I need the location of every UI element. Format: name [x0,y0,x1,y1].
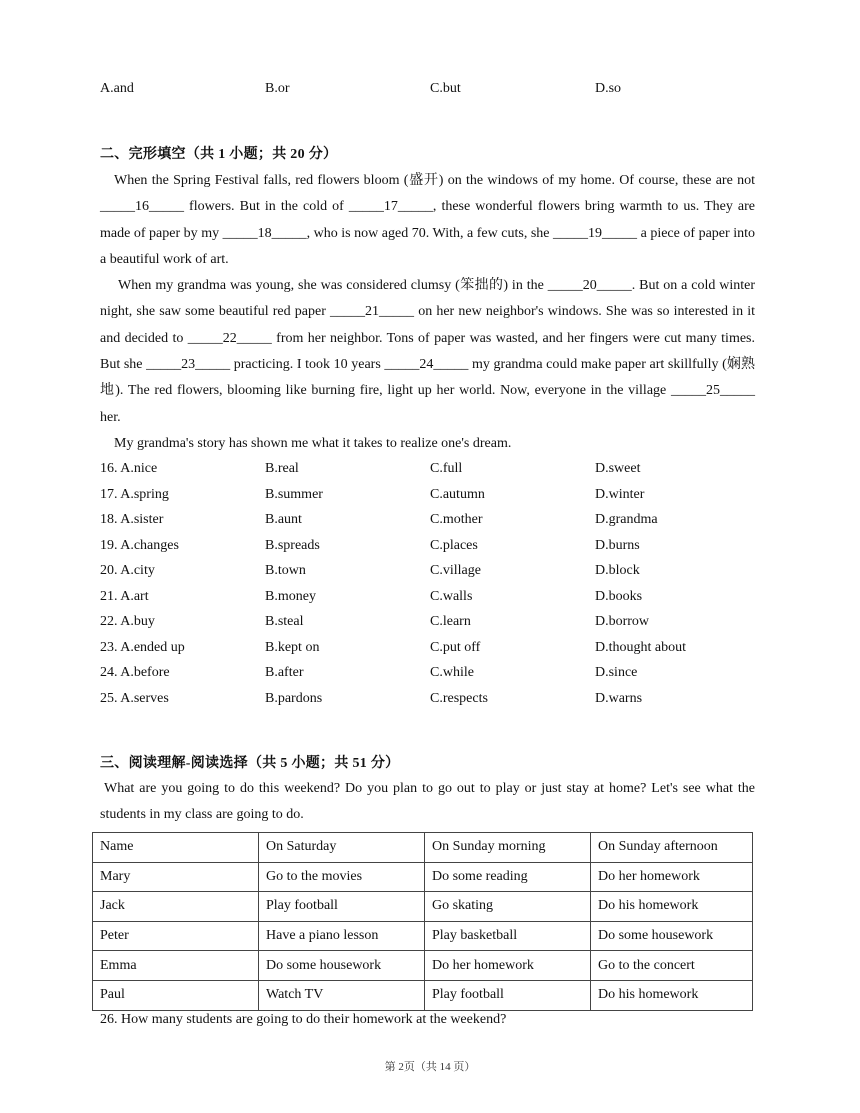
table-cell: Do her homework [425,951,591,981]
table-cell: Emma [93,951,259,981]
weekend-plan-table [92,832,753,1011]
option-row-20 [100,561,760,581]
option-b: B.kept on [265,639,320,655]
option-a: 17. A.spring [100,486,169,502]
option-b: B.pardons [265,690,323,706]
table-row [93,980,753,1010]
option-c: C.but [430,81,461,96]
table-cell: Go skating [425,892,591,922]
option-c: C.walls [430,588,473,604]
table-cell: On Sunday afternoon [591,833,753,863]
option-a: 22. A.buy [100,614,155,629]
table-cell: Do some reading [425,862,591,892]
table-cell: Paul [93,980,259,1010]
option-d: D.since [595,665,638,680]
option-d: D.so [595,81,622,96]
option-row-17 [100,485,760,505]
table-cell: Name [93,833,259,863]
table-cell: On Saturday [259,833,425,863]
table-cell: Go to the concert [591,951,753,981]
question-26: 26. How many students are going to do their homework at the weekend? [100,1012,507,1027]
option-d: D.block [595,563,640,578]
option-b: B.steal [265,614,304,629]
table-row [93,862,753,892]
option-c: C.respects [430,690,488,706]
section3-heading: 三、阅读理解-阅读选择（共 5 小题；共 51 分） [100,756,400,771]
table-cell: Do some housework [591,921,753,951]
table-row [93,921,753,951]
table-cell: Do his homework [591,980,753,1010]
table-cell: Play basketball [425,921,591,951]
option-b: B.aunt [265,512,302,527]
option-row-24 [100,663,760,683]
option-b: B.town [265,563,306,578]
option-c: C.village [430,563,481,578]
table-cell: Do his homework [591,892,753,922]
option-a: 19. A.changes [100,537,179,553]
option-d: D.grandma [595,512,658,527]
option-c: C.places [430,537,478,553]
table-cell: Do some housework [259,951,425,981]
option-d: D.winter [595,486,645,502]
option-a: 21. A.art [100,588,149,604]
table-row [93,951,753,981]
cloze-paragraph-1: When the Spring Festival falls, red flowers bloom (盛开) on the windows of my home. Of course, these are not _____16_____ flowers. But in the cold of _____17_____, these wonderful flowers bring warmth to us. They are made of paper by my _____18_____, who is now aged 70. With, a few cuts, she _____19_____ a piece of paper into a beautiful work of art. [100,173,755,267]
cloze-paragraph-2: When my grandma was young, she was considered clumsy (笨拙的) in the _____20_____. But on a cold winter night, she saw some beautiful red paper _____21_____ on her new neighbor's windows. She was so interested in it and decided to _____22_____ from her neighbor. Tons of paper was wasted, and her fingers were cut many times. But she _____23_____ practicing. I took 10 years _____24_____ my grandma could make paper art skillfully (娴熟地). The red flowers, blooming like burning fire, light up her world. Now, everyone in the village _____25_____ her. [100,278,755,425]
option-b: B.spreads [265,537,320,553]
option-d: D.warns [595,690,643,706]
reading-intro: What are you going to do this weekend? Do you plan to go out to play or just stay at home? Let's see what the students in my class are going to do. [100,781,755,823]
option-c: C.learn [430,614,471,629]
option-d: D.borrow [595,614,650,629]
option-b: B.after [265,665,304,680]
option-a: 16. A.nice [100,461,158,476]
option-d: D.burns [595,537,640,553]
table-cell: Go to the movies [259,862,425,892]
option-d: D.thought about [595,639,686,655]
option-c: C.put off [430,639,481,655]
option-a: 25. A.serves [100,690,169,706]
option-row-23 [100,638,760,658]
option-c: C.full [430,461,463,476]
cloze-passage [100,168,755,457]
option-a: 18. A.sister [100,512,164,527]
option-b: B.money [265,588,316,604]
option-row-22 [100,612,760,632]
table-cell: On Sunday morning [425,833,591,863]
option-a: A.and [100,81,134,96]
table-cell: Do her homework [591,862,753,892]
option-c: C.mother [430,512,483,527]
option-row-top [100,79,760,99]
option-a: 24. A.before [100,665,170,680]
option-b: B.summer [265,486,323,502]
option-row-18 [100,510,760,530]
table-cell: Watch TV [259,980,425,1010]
option-d: D.books [595,588,643,604]
option-c: C.autumn [430,486,485,502]
section2-heading: 二、完形填空（共 1 小题；共 20 分） [100,147,338,162]
option-c: C.while [430,665,474,680]
option-row-21 [100,587,760,607]
table-cell: Have a piano lesson [259,921,425,951]
option-b: B.or [265,81,290,96]
option-b: B.real [265,461,299,476]
option-row-19 [100,536,760,556]
option-a: 23. A.ended up [100,639,185,655]
option-d: D.sweet [595,461,641,476]
table-cell: Play football [425,980,591,1010]
table-header-row [93,833,753,863]
option-row-25 [100,689,760,709]
table-cell: Jack [93,892,259,922]
page-footer: 第 2页（共 14 页） [384,1061,476,1073]
table-cell: Peter [93,921,259,951]
table-cell: Play football [259,892,425,922]
cloze-paragraph-3: My grandma's story has shown me what it takes to realize one's dream. [114,435,512,451]
table-row [93,892,753,922]
table-cell: Mary [93,862,259,892]
option-a: 20. A.city [100,563,155,578]
option-row-16 [100,459,760,479]
